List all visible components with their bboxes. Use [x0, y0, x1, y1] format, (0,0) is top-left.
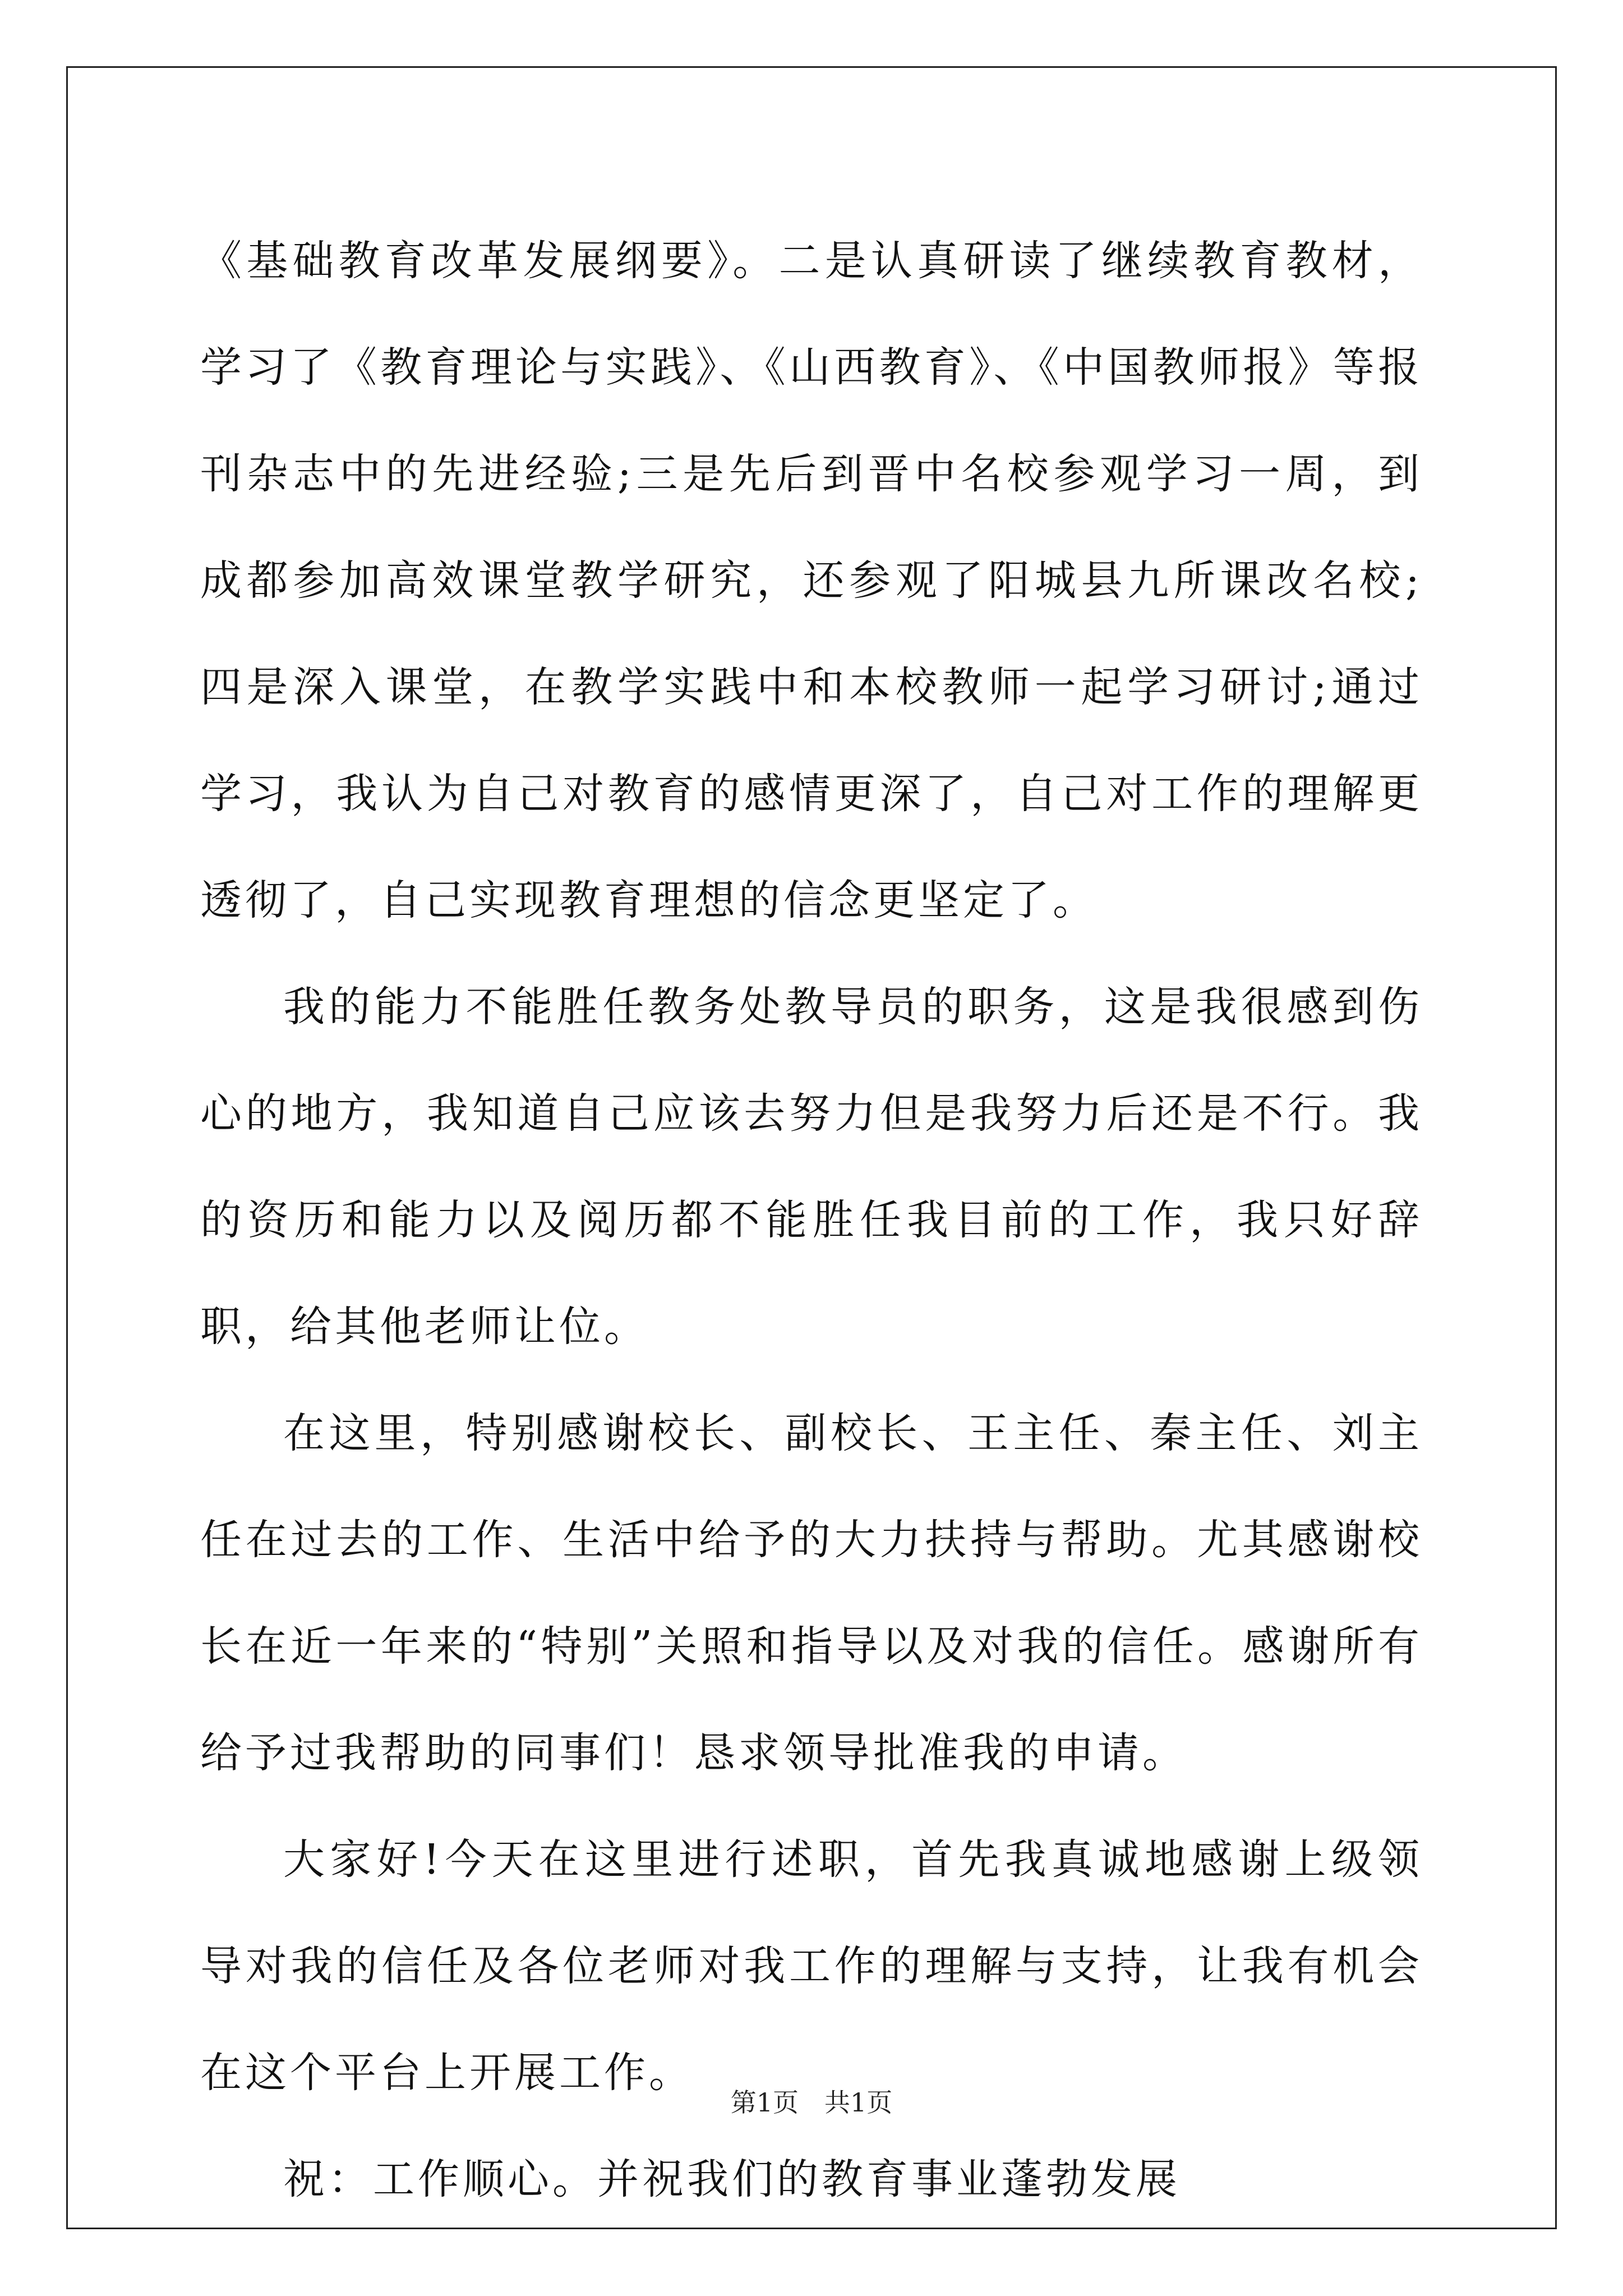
paragraph-4: 大家好!今天在这里进行述职，首先我真诚地感谢上级领导对我的信任及各位老师对我工作的理解与支持，让我有机会在这个平台上开展工作。	[200, 1835, 1423, 2097]
paragraph-5: 祝：工作顺心。并祝我们的教育事业蓬勃发展	[283, 2155, 1181, 2203]
page-number-total: 共1页	[824, 2087, 893, 2118]
page-number-current: 第1页	[730, 2087, 799, 2118]
paragraph-1: 《基础教育改革发展纲要》。二是认真研读了继续教育教材，学习了《教育理论与实践》、《山西教育》、《中国教师报》等报刊杂志中的先进经验;三是先后到晋中名校参观学习一周，到成都参加高效课堂教学研究，还参观了阳城县九所课改名校;四是深入课堂，在教学实践中和本校教师一起学习研讨;通过学习，我认为自己对教育的感情更深了，自己对工作的理解更透彻了，自己实现教育理想的信念更坚定了。	[200, 237, 1423, 924]
page-footer	[0, 2086, 1623, 2119]
document-body	[200, 208, 1423, 2233]
paragraph-3: 在这里，特别感谢校长、副校长、王主任、秦主任、刘主任在过去的工作、生活中给予的大力扶持与帮助。尤其感谢校长在近一年来的“特别”关照和指导以及对我的信任。感谢所有给予过我帮助的同事们！恳求领导批准我的申请。	[200, 1409, 1423, 1777]
paragraph-2: 我的能力不能胜任教务处教导员的职务，这是我很感到伤心的地方，我知道自己应该去努力但是我努力后还是不行。我的资历和能力以及阅历都不能胜任我目前的工作，我只好辞职，给其他老师让位。	[200, 983, 1423, 1351]
